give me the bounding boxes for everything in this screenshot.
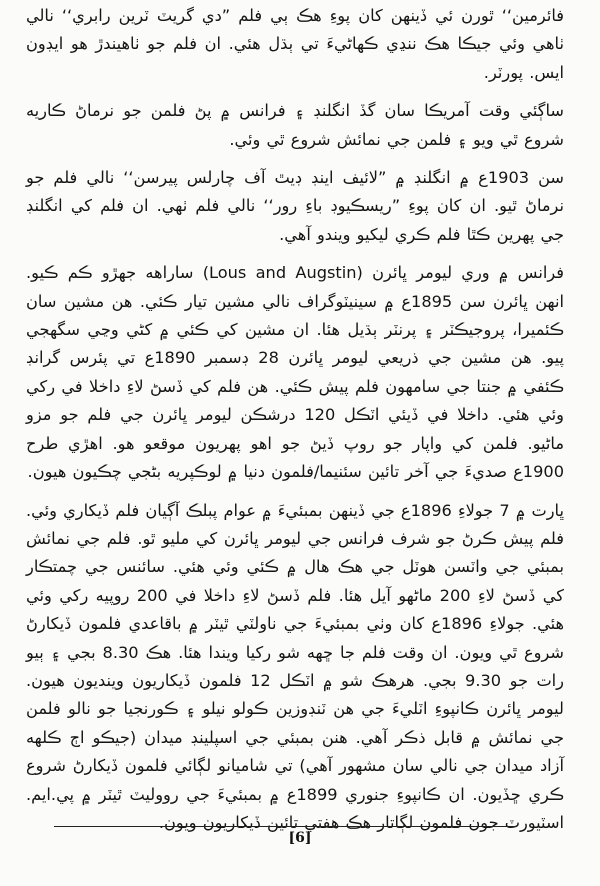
- page-body-text: [26, 2, 564, 837]
- paragraph-2: ساڳئي وقت آمريڪا سان گڏ انگلنڊ ۽ فرانس ۾ پڻ فلمن جو نرماڻ ڪاريه شروع ٿي ويو ۽ فلمن جي نمائش شروع ٿي وئي.: [26, 101, 564, 149]
- paragraph-5: ڀارت ۾ 7 جولاءِ 1896ع جي ڏينهن بمبئيءَ ۾ عوام پبلڪ آڳيان فلم ڏيکاري وئي. فلم پيش ڪرڻ جو شرف فرانس جي ليومر ڀائرن کي مليو ٿو. فلم جي نمائش بمبئي جي واٽسن هوٽل جي هڪ هال ۾ ڪئي وئي هئي. سائنس جي چمتڪار کي ڏسڻ لاءِ 200 ماڻهو آيل هئا. فلم ڏسڻ لاءِ داخلا في 200 روپيه رکي وئي هئي. جولاءِ 1896ع کان وٺي بمبئيءَ جي ناولٽي ٿيٽر ۾ باقاعدي فلمون ڏيکارڻ شروع ٿي ويون. ان وقت فلم جا ڇهه شو رکيا ويندا هئا. هڪ 8.30 بجي ۽ ٻيو رات جو 9.30 بجي. هرهڪ شو ۾ اٽڪل 12 فلمون ڏيکاريون وينديون هيون. ليومر ڀائرن ڪانپوءِ اٽليءَ جي هن ٽنڊوزين ڪولو نيلو ۽ ڪورنجيا جو نالو فلمن جي نمائش ۾ قابل ذڪر آهي. هنن بمبئي جي اسپلينڊ ميدان (جيڪو اڄ ڪلهه آزاد ميدان جي نالي سان مشهور آهي) تي شاميانو لڳائي فلمون ڏيکارڻ شروع ڪري ڇڏيون. ان ڪانپوءِ جنوري 1899ع ۾ بمبئيءَ جي رووليٽ ٿيٽر ۾ پي.ايم. اسٽيورٽ جون فلمون لڳاتار هڪ هفتي تائين ڏيکاريون ويون.: [26, 500, 565, 832]
- paragraph-4: فرانس ۾ وري ليومر ڀائرن (Lous and Augstin) ساراهه جهڙو ڪم ڪيو. انهن ڀائرن سن 1895ع ۾ سينيٽوگراف نالي مشين تيار ڪئي. هن مشين سان ڪئميرا، پروجيڪٽر ۽ پرنٽر ٻڌيل هئا. ان مشين کي ڪئي ۾ کڻي وڃي سگهجي پيو. هن مشين جي ذريعي ليومر ڀائرن 28 ڊسمبر 1890ع تي پئرس گرانڊ ڪئفي ۾ جنتا جي سامهون فلم پيش ڪئي. هن فلم کي ڏسڻ لاءِ داخلا في رکي وئي هئي. داخلا في ڏيئي اٽڪل 120 درشڪن ليومر ڀائرن جي فلم جو مزو ماڻيو. فلمن کي واپار جو روپ ڏيڻ جو اهو پهريون موقعو هو. اهڙي طرح 1900ع صديءَ جي آخر تائين سئنيما/فلمون دنيا ۾ لوڪپريه بڻجي چڪيون هيون.: [26, 263, 564, 482]
- paragraph-3: سن 1903ع ۾ انگلنڊ ۾ ”لائيف اينڊ ڊيٿ آف چارلس پيرسن‘‘ نالي فلم جو نرماڻ ٿيو. ان کان پوءِ ”ريسڪيوڊ باءِ رور‘‘ نالي فلم ٺهي. ان فلم کي انگلنڊ جي پهرين ڪٿا فلم ڪري ليکيو ويندو آهي.: [26, 168, 564, 244]
- paragraph-1: فائرمين‘‘ ٿورن ئي ڏينهن کان پوءِ هڪ ٻي فلم ”دي گريٽ ٽرين رابري‘‘ نالي ٺاهي وئي جيڪا هڪ ننڍي ڪهاڻيءَ تي ٻڌل هئي. ان فلم جو ٺاهيندڙ هو ايڊون ايس. پورٽر.: [26, 6, 564, 82]
- page-number: [6]: [288, 830, 312, 846]
- footer-rule: [54, 826, 516, 827]
